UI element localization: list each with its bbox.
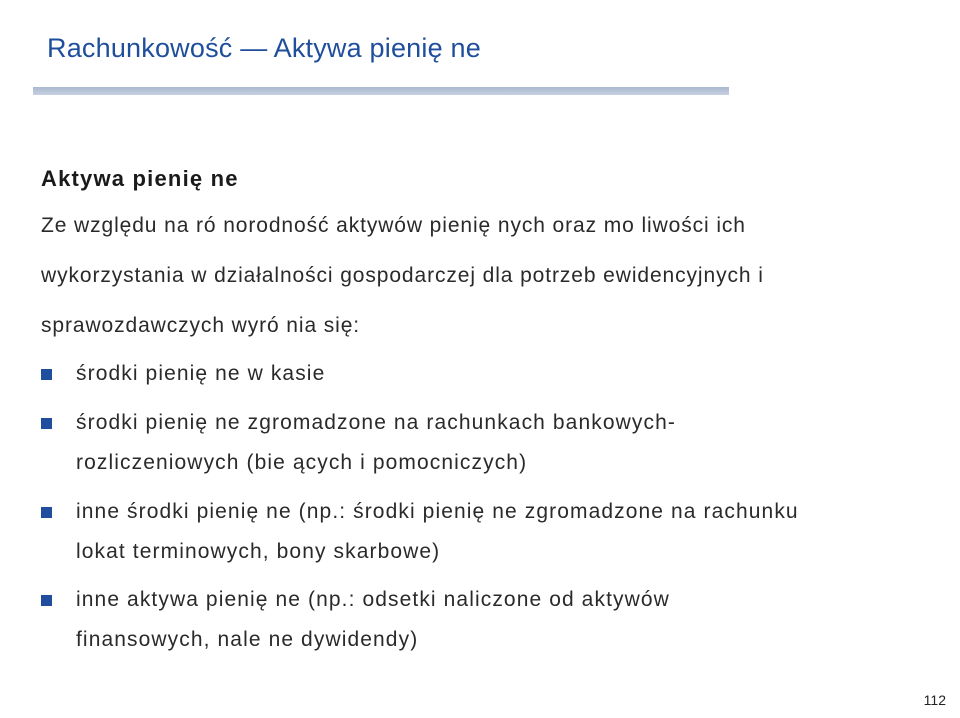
- title-underline: [33, 87, 729, 95]
- bullet-text: rozliczeniowych (bie ących i pomocniczych): [76, 451, 528, 474]
- bullet-text: środki pienię ne zgromadzone na rachunkach bankowych-: [76, 411, 676, 434]
- intro-line: sprawozdawczych wyró nia się:: [41, 314, 361, 337]
- bullet-text: inne aktywa pienię ne (np.: odsetki naliczone od aktywów: [76, 588, 670, 611]
- square-bullet-icon: [41, 418, 52, 429]
- bullet-text: finansowych, nale ne dywidendy): [76, 628, 419, 651]
- square-bullet-icon: [41, 595, 52, 606]
- section-heading: Aktywa pienię ne: [41, 166, 239, 191]
- square-bullet-icon: [41, 369, 52, 380]
- bullet-text: środki pienię ne w kasie: [76, 362, 326, 385]
- slide-title: Rachunkowość — Aktywa pienię ne: [47, 33, 481, 63]
- square-bullet-icon: [41, 507, 52, 518]
- bullet-text: lokat terminowych, bony skarbowe): [76, 540, 441, 563]
- intro-line: Ze względu na ró norodność aktywów pienię nych oraz mo liwości ich: [41, 214, 746, 237]
- page-number: 112: [923, 692, 946, 708]
- intro-line: wykorzystania w działalności gospodarczej dla potrzeb ewidencyjnych i: [41, 264, 764, 287]
- bullet-text: inne środki pienię ne (np.: środki pienię ne zgromadzone na rachunku: [76, 500, 799, 523]
